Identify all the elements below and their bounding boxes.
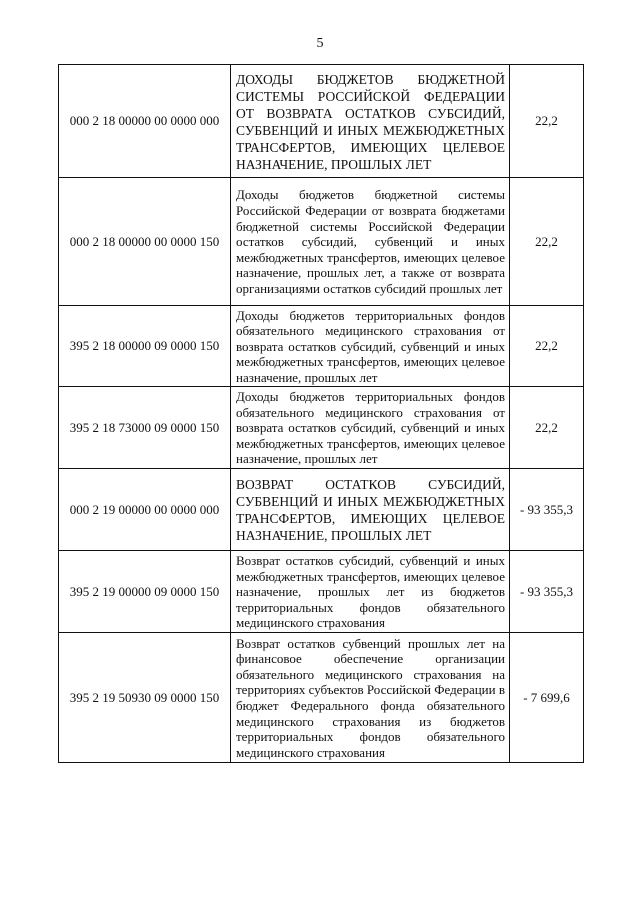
revenue-name-cell: Возврат остатков субсидий, субвенций и иных межбюджетных трансфертов, имеющих целевое назначение, прошлых лет из бюджетов территориальных фондов обязательного медицинского страхования (231, 551, 510, 633)
table-row (59, 633, 584, 763)
revenue-name-cell: Возврат остатков субвенций прошлых лет на финансовое обеспечение организации обязательного медицинского страхования на территориях субъектов Российской Федерации в бюджет Федерального фонда обязательного медицинского страхования из бюджетов территориальных фондов обязательного медицинского страхования (231, 633, 510, 763)
revenue-name-cell: ВОЗВРАТ ОСТАТКОВ СУБСИДИЙ, СУБВЕНЦИЙ И ИНЫХ МЕЖБЮДЖЕТНЫХ ТРАНСФЕРТОВ, ИМЕЮЩИХ ЦЕЛЕВОЕ НАЗНАЧЕНИЕ, ПРОШЛЫХ ЛЕТ (231, 469, 510, 551)
revenue-name-cell: Доходы бюджетов территориальных фондов обязательного медицинского страхования от возврата остатков субсидий, субвенций и иных межбюджетных трансфертов, имеющих целевое назначение, прошлых лет (231, 387, 510, 469)
amount-cell: - 93 355,3 (510, 551, 584, 633)
table-row (59, 469, 584, 551)
amount-cell: 22,2 (510, 306, 584, 387)
revenue-name-cell: ДОХОДЫ БЮДЖЕТОВ БЮДЖЕТНОЙ СИСТЕМЫ РОССИЙСКОЙ ФЕДЕРАЦИИ ОТ ВОЗВРАТА ОСТАТКОВ СУБСИДИЙ, СУБВЕНЦИЙ И ИНЫХ МЕЖБЮДЖЕТНЫХ ТРАНСФЕРТОВ, ИМЕЮЩИХ ЦЕЛЕВОЕ НАЗНАЧЕНИЕ, ПРОШЛЫХ ЛЕТ (231, 65, 510, 178)
revenue-name-cell: Доходы бюджетов бюджетной системы Российской Федерации от возврата бюджетами бюджетной системы Российской Федерации остатков субсидий, субвенций и иных межбюджетных трансфертов, имеющих целевое назначение, прошлых лет, а также от возврата организациями остатков субсидий прошлых лет (231, 178, 510, 306)
budget-code-cell: 000 2 19 00000 00 0000 000 (59, 469, 231, 551)
amount-cell: 22,2 (510, 178, 584, 306)
amount-cell: 22,2 (510, 387, 584, 469)
table-row (59, 551, 584, 633)
amount-cell: - 93 355,3 (510, 469, 584, 551)
budget-classification-table (58, 64, 584, 763)
amount-cell: 22,2 (510, 65, 584, 178)
amount-cell: - 7 699,6 (510, 633, 584, 763)
table-row (59, 387, 584, 469)
table-row (59, 306, 584, 387)
budget-code-cell: 000 2 18 00000 00 0000 000 (59, 65, 231, 178)
budget-code-cell: 000 2 18 00000 00 0000 150 (59, 178, 231, 306)
budget-code-cell: 395 2 19 00000 09 0000 150 (59, 551, 231, 633)
page-number: 5 (316, 36, 324, 51)
budget-code-cell: 395 2 18 73000 09 0000 150 (59, 387, 231, 469)
table-row (59, 178, 584, 306)
revenue-name-cell: Доходы бюджетов территориальных фондов обязательного медицинского страхования от возврата остатков субсидий, субвенций и иных межбюджетных трансфертов, имеющих целевое назначение, прошлых лет (231, 306, 510, 387)
table-row (59, 65, 584, 178)
budget-code-cell: 395 2 19 50930 09 0000 150 (59, 633, 231, 763)
budget-code-cell: 395 2 18 00000 09 0000 150 (59, 306, 231, 387)
